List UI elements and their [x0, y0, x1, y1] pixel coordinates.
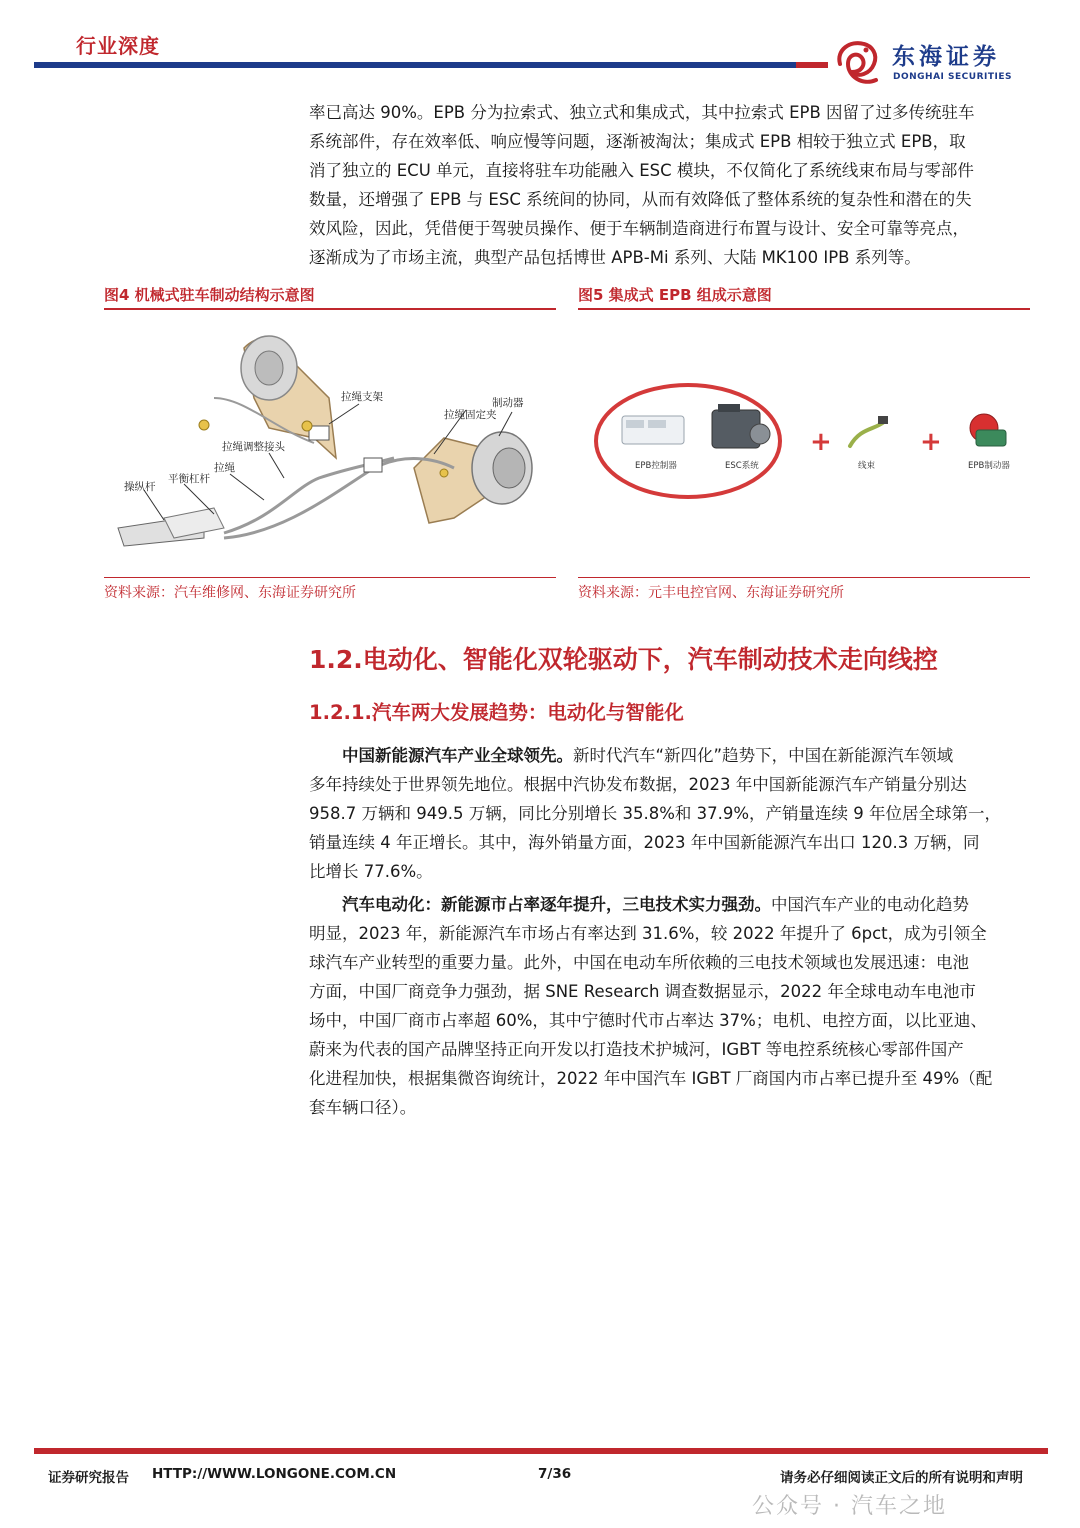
epb-controller-icon: [622, 416, 684, 444]
text-line: 效风险，因此，凭借便于驾驶员操作、便于车辆制造商进行布置与设计、安全可靠等亮点，: [309, 219, 969, 238]
figure4-bottom-rule: [104, 577, 556, 578]
footer-disclaimer: 请务必仔细阅读正文后的所有说明和声明: [780, 1470, 1023, 1486]
fig4-label-cable: 拉绳: [214, 462, 235, 474]
text-line: 蔚来为代表的国产品牌坚持正向开发以打造技术护城河，IGBT 等电控系统核心零部件国产: [309, 1040, 964, 1059]
fig4-label-lever: 平衡杠杆: [168, 473, 210, 485]
text-line: 多年持续处于世界领先地位。根据中汽协发布数据，2023 年中国新能源汽车产销量分别达: [309, 775, 967, 794]
epb-actuator-icon: [970, 414, 1006, 446]
section-heading: 1.2.电动化、智能化双轮驱动下，汽车制动技术走向线控: [309, 645, 938, 674]
figure4-diagram: [104, 318, 556, 572]
fig4-label-adjuster: 拉绳调整接头: [222, 441, 285, 453]
figure5-diagram: [578, 318, 1030, 572]
fig5-label-esc: ESC系统: [725, 461, 759, 471]
footer-rule: [34, 1448, 1048, 1454]
logo-text-cn: 东海证券: [892, 44, 1000, 70]
text-line: 化进程加快，根据集微咨询统计，2022 年中国汽车 IGBT 厂商国内市占率已提升至 49%（配: [309, 1069, 993, 1088]
text-line: 逐渐成为了市场主流，典型产品包括博世 APB-Mi 系列、大陆 MK100 IPB 系列等。: [309, 248, 921, 267]
text-line: 套车辆口径）。: [309, 1098, 417, 1117]
plus-sign-1: +: [810, 427, 832, 457]
fig4-label-handle: 操纵杆: [124, 481, 156, 493]
harness-icon: [850, 416, 888, 446]
fig5-label-controller: EPB控制器: [635, 461, 677, 471]
footer-url-link[interactable]: HTTP://WWW.LONGONE.COM.CN: [152, 1466, 397, 1482]
intro-paragraph: [309, 98, 1031, 272]
figure4-source: 资料来源：汽车维修网、东海证券研究所: [104, 585, 356, 601]
logo-text-en: DONGHAI SECURITIES: [893, 72, 1012, 82]
watermark: 公众号 · 汽车之地: [752, 1494, 947, 1519]
fig5-label-harness: 线束: [858, 461, 876, 471]
figure4-title: 图4 机械式驻车制动结构示意图: [104, 286, 315, 304]
page-number: 7/36: [538, 1466, 572, 1482]
lead-sentence: 汽车电动化：新能源市占率逐年提升，三电技术实力强劲。: [342, 895, 771, 914]
figure5-bottom-rule: [578, 577, 1030, 578]
figure5-title: 图5 集成式 EPB 组成示意图: [578, 286, 772, 304]
text-line: 中国新能源汽车产业全球领先。新时代汽车“新四化”趋势下，中国在新能源汽车领域: [342, 746, 954, 765]
text-line: 958.7 万辆和 949.5 万辆，同比分别增长 35.8%和 37.9%，产销量连续 9 年位居全球第一，: [309, 804, 1002, 823]
fig4-label-clamp: 拉绳固定夹: [444, 409, 497, 421]
paragraph-electrification: [309, 890, 1031, 1122]
footer-report-type: 证券研究报告: [48, 1470, 129, 1486]
text-line: 比增长 77.6%。: [309, 862, 433, 881]
paragraph-nev-leadership: [309, 741, 1031, 886]
section-label: 行业深度: [76, 34, 160, 58]
fig4-label-bracket: 拉绳支架: [341, 391, 383, 403]
figure4-top-rule: [104, 308, 556, 310]
text-line: 率已高达 90%。EPB 分为拉索式、独立式和集成式，其中拉索式 EPB 因留了过多传统驻车: [309, 103, 975, 122]
text-line: 球汽车产业转型的重要力量。此外，中国在电动车所依赖的三电技术领域也发展迅速：电池: [309, 953, 969, 972]
text-line: 系统部件，存在效率低、响应慢等问题，逐渐被淘汰；集成式 EPB 相较于独立式 EPB，取: [309, 132, 966, 151]
lead-sentence: 中国新能源汽车产业全球领先。: [342, 746, 573, 765]
text-line: 汽车电动化：新能源市占率逐年提升，三电技术实力强劲。中国汽车产业的电动化趋势: [342, 895, 969, 914]
text-line: 方面，中国厂商竞争力强劲，据 SNE Research 调查数据显示，2022 年全球电动车电池市: [309, 982, 976, 1001]
text-line: 数量，还增强了 EPB 与 ESC 系统间的协同，从而有效降低了整体系统的复杂性和潜在的失: [309, 190, 972, 209]
text-line: 明显，2023 年，新能源汽车市场占有率达到 31.6%，较 2022 年提升了 6pct，成为引领全: [309, 924, 987, 943]
figure5-top-rule: [578, 308, 1030, 310]
plus-sign-2: +: [920, 427, 942, 457]
text-line: 消了独立的 ECU 单元，直接将驻车功能融入 ESC 模块，不仅简化了系统线束布局与零部件: [309, 161, 974, 180]
figure5-source: 资料来源：元丰电控官网、东海证券研究所: [578, 585, 844, 601]
fig4-label-brake: 制动器: [492, 397, 524, 409]
text-line: 销量连续 4 年正增长。其中，海外销量方面，2023 年中国新能源汽车出口 120.3 万辆，同: [309, 833, 980, 852]
subsection-heading: 1.2.1.汽车两大发展趋势：电动化与智能化: [309, 701, 684, 724]
fig5-label-actuator: EPB制动器: [968, 461, 1010, 471]
text-line: 场中，中国厂商市占率超 60%，其中宁德时代市占率达 37%；电机、电控方面，以比亚迪、: [309, 1011, 987, 1030]
